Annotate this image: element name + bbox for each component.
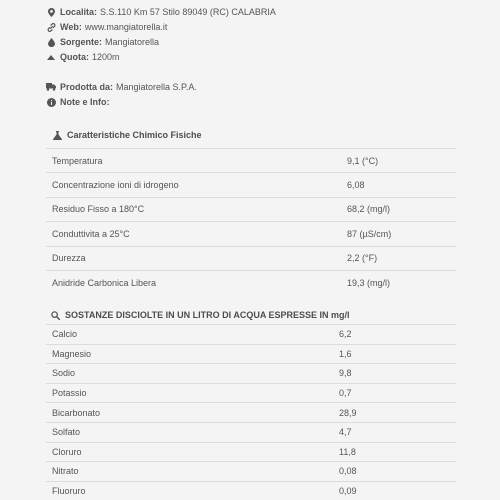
substance-name: Solfato bbox=[46, 422, 333, 442]
substance-name: Bicarbonato bbox=[46, 403, 333, 423]
table-row bbox=[46, 364, 456, 384]
substance-name: Calcio bbox=[46, 325, 333, 345]
param-name: Concentrazione ioni di idrogeno bbox=[46, 173, 341, 197]
param-name: Durezza bbox=[46, 246, 341, 270]
note-row bbox=[46, 97, 113, 107]
link-icon bbox=[46, 23, 56, 32]
param-value: 87 (µS/cm) bbox=[341, 222, 456, 246]
substance-value: 4,7 bbox=[333, 422, 456, 442]
substance-value: 6,2 bbox=[333, 325, 456, 345]
substance-value: 0,08 bbox=[333, 462, 456, 482]
param-value: 6,08 bbox=[341, 173, 456, 197]
localita-row bbox=[46, 7, 276, 17]
truck-icon bbox=[46, 83, 56, 91]
sorgente-value: Mangiatorella bbox=[105, 37, 160, 47]
search-icon bbox=[50, 311, 60, 320]
param-value: 68,2 (mg/l) bbox=[341, 197, 456, 221]
substance-value: 0,7 bbox=[333, 383, 456, 403]
map-marker-icon bbox=[46, 8, 56, 17]
table-row bbox=[46, 197, 456, 221]
prodotta-label: Prodotta da: bbox=[60, 82, 113, 92]
substance-name: Nitrato bbox=[46, 462, 333, 482]
solutes-table bbox=[46, 324, 456, 500]
web-link[interactable]: www.mangiatorella.it bbox=[84, 22, 168, 32]
substance-value: 11,8 bbox=[333, 442, 456, 462]
quota-row bbox=[46, 52, 120, 62]
localita-label: Localita: bbox=[60, 7, 98, 17]
substance-value: 9,8 bbox=[333, 364, 456, 384]
substance-name: Sodio bbox=[46, 364, 333, 384]
substance-name: Cloruro bbox=[46, 442, 333, 462]
substance-value: 28,9 bbox=[333, 403, 456, 423]
sorgente-row bbox=[46, 37, 159, 47]
chem-section bbox=[46, 128, 456, 298]
chem-title: Caratteristiche Chimico Fisiche bbox=[52, 130, 462, 140]
prodotta-value: Mangiatorella S.P.A. bbox=[116, 82, 197, 92]
param-name: Anidride Carbonica Libera bbox=[46, 270, 341, 294]
table-row bbox=[46, 173, 456, 197]
param-value: 9,1 (°C) bbox=[341, 149, 456, 173]
param-name: Conduttivita a 25°C bbox=[46, 222, 341, 246]
param-name: Residuo Fisso a 180°C bbox=[46, 197, 341, 221]
web-label: Web: bbox=[60, 22, 82, 32]
quota-label: Quota: bbox=[60, 52, 89, 62]
note-label: Note e Info: bbox=[60, 97, 110, 107]
table-row bbox=[46, 149, 456, 173]
solutes-title: SOSTANZE DISCIOLTE IN UN LITRO DI ACQUA ESPRESSE IN mg/l bbox=[50, 310, 460, 320]
table-row bbox=[46, 462, 456, 482]
water-drop-icon bbox=[46, 38, 56, 47]
table-row bbox=[46, 344, 456, 364]
sorgente-label: Sorgente: bbox=[60, 37, 103, 47]
param-value: 2,2 (°F) bbox=[341, 246, 456, 270]
substance-name: Potassio bbox=[46, 383, 333, 403]
table-row bbox=[46, 325, 456, 345]
web-row bbox=[46, 22, 167, 32]
prodotta-row bbox=[46, 82, 197, 92]
table-row bbox=[46, 403, 456, 423]
chem-table bbox=[46, 148, 456, 295]
table-row bbox=[46, 481, 456, 500]
substance-value: 0,09 bbox=[333, 481, 456, 500]
caret-up-icon bbox=[46, 54, 56, 60]
flask-icon bbox=[52, 131, 62, 140]
table-row bbox=[46, 270, 456, 294]
info-circle-icon bbox=[46, 98, 56, 107]
quota-value: 1200m bbox=[92, 52, 120, 62]
param-value: 19,3 (mg/l) bbox=[341, 270, 456, 294]
table-row bbox=[46, 222, 456, 246]
table-row bbox=[46, 442, 456, 462]
localita-value: S.S.110 Km 57 Stilo 89049 (RC) CALABRIA bbox=[100, 7, 276, 17]
table-row bbox=[46, 246, 456, 270]
param-name: Temperatura bbox=[46, 149, 341, 173]
solutes-section bbox=[46, 308, 456, 500]
substance-name: Magnesio bbox=[46, 344, 333, 364]
table-row bbox=[46, 422, 456, 442]
substance-name: Fluoruro bbox=[46, 481, 333, 500]
substance-value: 1,6 bbox=[333, 344, 456, 364]
table-row bbox=[46, 383, 456, 403]
